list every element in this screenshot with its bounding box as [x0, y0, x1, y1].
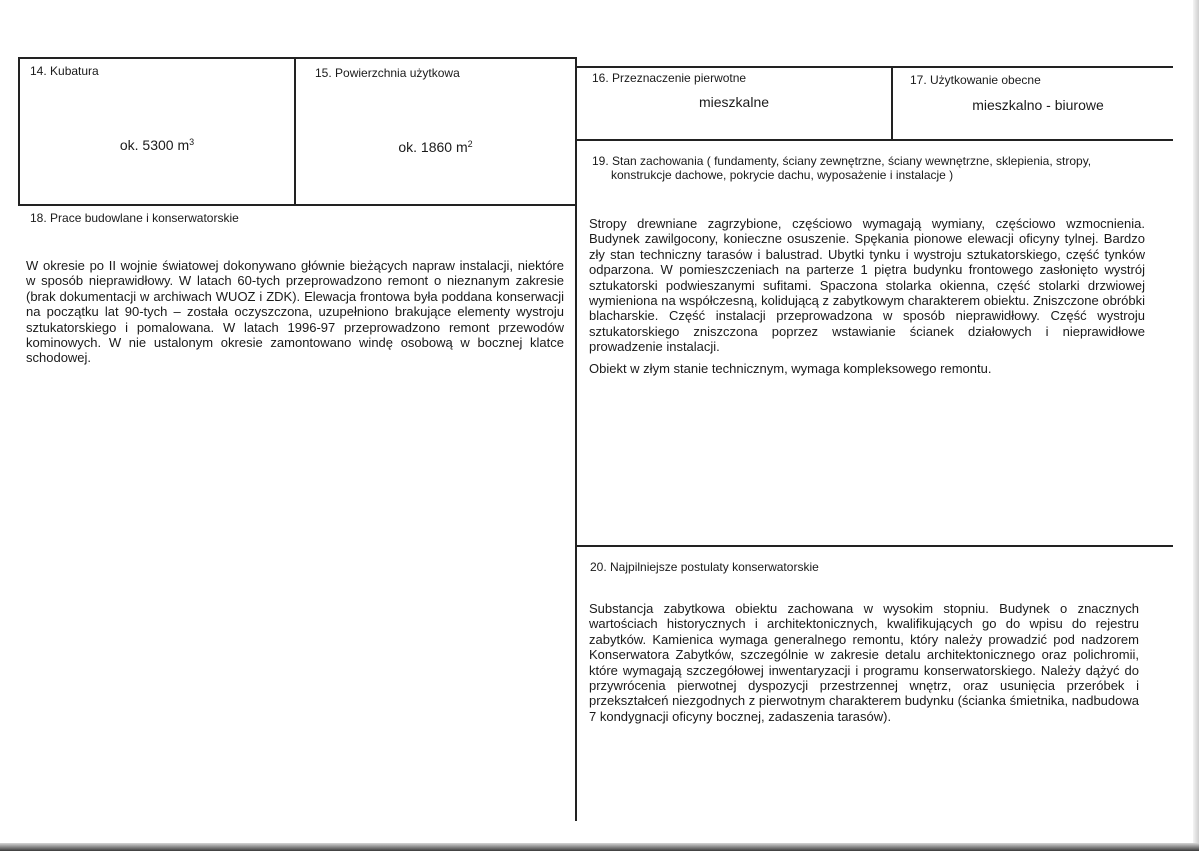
field-18-label: 18. Prace budowlane i konserwatorskie: [30, 211, 239, 225]
divider-14-15-bottom: [18, 204, 576, 206]
field-15-value-text: ok. 1860 m: [398, 139, 468, 155]
field-15-label: 15. Powierzchnia użytkowa: [315, 66, 460, 80]
scan-edge-bottom: [0, 843, 1199, 851]
divider-14-15: [294, 57, 296, 206]
field-17-label: 17. Użytkowanie obecne: [910, 73, 1041, 87]
field-14-value: [20, 137, 294, 153]
field-14-label: 14. Kubatura: [30, 64, 99, 78]
field-14-value-text: ok. 5300 m: [119, 137, 190, 153]
left-border: [18, 57, 20, 206]
field-18-text: W okresie po II wojnie światowej dokonywano głównie bieżących napraw instalacji, niektóre w sposób nieprawidłowy. W latach 60-tych przeprowadzono remont o nieznanym zakresie (brak dokumentacji w archiwach WUOZ i ZDK). Elewacja frontowa była poddana konserwacji na początku lat 90-tych – została oczyszczona, uzupełniono brakujące elementy wystroju sztukatorskiego i pomalowana. W latach 1996-97 przeprowadzono remont przewodów kominowych. W nie ustalonym okresie zamontowano windę osobową w bocznej klatce schodowej.: [26, 258, 564, 366]
top-border-right: [576, 66, 1173, 68]
center-divider: [575, 57, 577, 821]
divider-19-bottom: [576, 545, 1173, 547]
field-19-label-line2: konstrukcje dachowe, pokrycie dachu, wyposażenie i instalacje ): [611, 168, 954, 182]
field-20-text: Substancja zabytkowa obiektu zachowana w wysokim stopniu. Budynek o znacznych wartościach historycznych i architektonicznych, kwalifikujących go do wpisu do rejestru zabytków. Kamienica wymaga generalnego remontu, który należy prowadzić pod nadzorem Konserwatora Zabytków, szczególnie w zakresie detalu architektonicznego oraz polichromii, które wymagają szczegółowej inwentaryzacji i programu konserwatorskiego. Należy dążyć do przywrócenia pierwotnej dyspozycji przestrzennej wnętrz, oraz usunięcia przeróbek i przekształceń niezgodnych z pierwotnym charakterem budynku (ścianka śmietnika, nadbudowa 7 kondygnacji oficyny bocznej, zadaszenia tarasów).: [589, 601, 1139, 724]
field-14-value-exponent: 3: [189, 137, 195, 147]
field-15-value: [296, 139, 575, 155]
field-20-label: 20. Najpilniejsze postulaty konserwatorskie: [590, 560, 819, 574]
field-16-label: 16. Przeznaczenie pierwotne: [592, 71, 747, 85]
field-16-value: mieszkalne: [698, 94, 770, 110]
field-19-paragraph-2: Obiekt w złym stanie technicznym, wymaga kompleksowego remontu.: [589, 360, 992, 376]
field-19-paragraph-1: Stropy drewniane zagrzybione, częściowo wymagają wymiany, częściowo wzmocnienia. Budynek zawilgocony, konieczne osuszenie. Spękania pionowe elewacji oficyny tylnej. Bardzo zły stan techniczny tarasów i balustrad. Ubytki tynku i wystroju sztukatorskiego, część tynków odparzona. W pomieszczeniach na parterze 1 piętra budynku frontowego zasłonięto wystrój sztukatorski podwieszanymi sufitami. Spaczona stolarka okienna, część stolarki drzwiowej wymieniona na współczesną, kolidującą z zabytkowym charakterem obiektu. Zniszczone obróbki blacharskie. Część instalacji przeprowadzona w sposób nieprawidłowy. Część wystroju sztukatorskiego zniszczona poprzez wstawianie ścianek działowych i nieprawidłowe prowadzenie instalacji.: [589, 216, 1145, 355]
scan-edge-right: [1193, 0, 1199, 851]
field-17-value: mieszkalno - biurowe: [972, 97, 1104, 113]
top-border-left: [18, 57, 576, 59]
field-19-text: [589, 216, 1145, 376]
divider-16-17-bottom: [576, 139, 1173, 141]
field-19-label-line1: 19. Stan zachowania ( fundamenty, ściany zewnętrzne, ściany wewnętrzne, sklepienia, stropy,: [592, 154, 1092, 168]
field-15-value-exponent: 2: [467, 139, 473, 149]
